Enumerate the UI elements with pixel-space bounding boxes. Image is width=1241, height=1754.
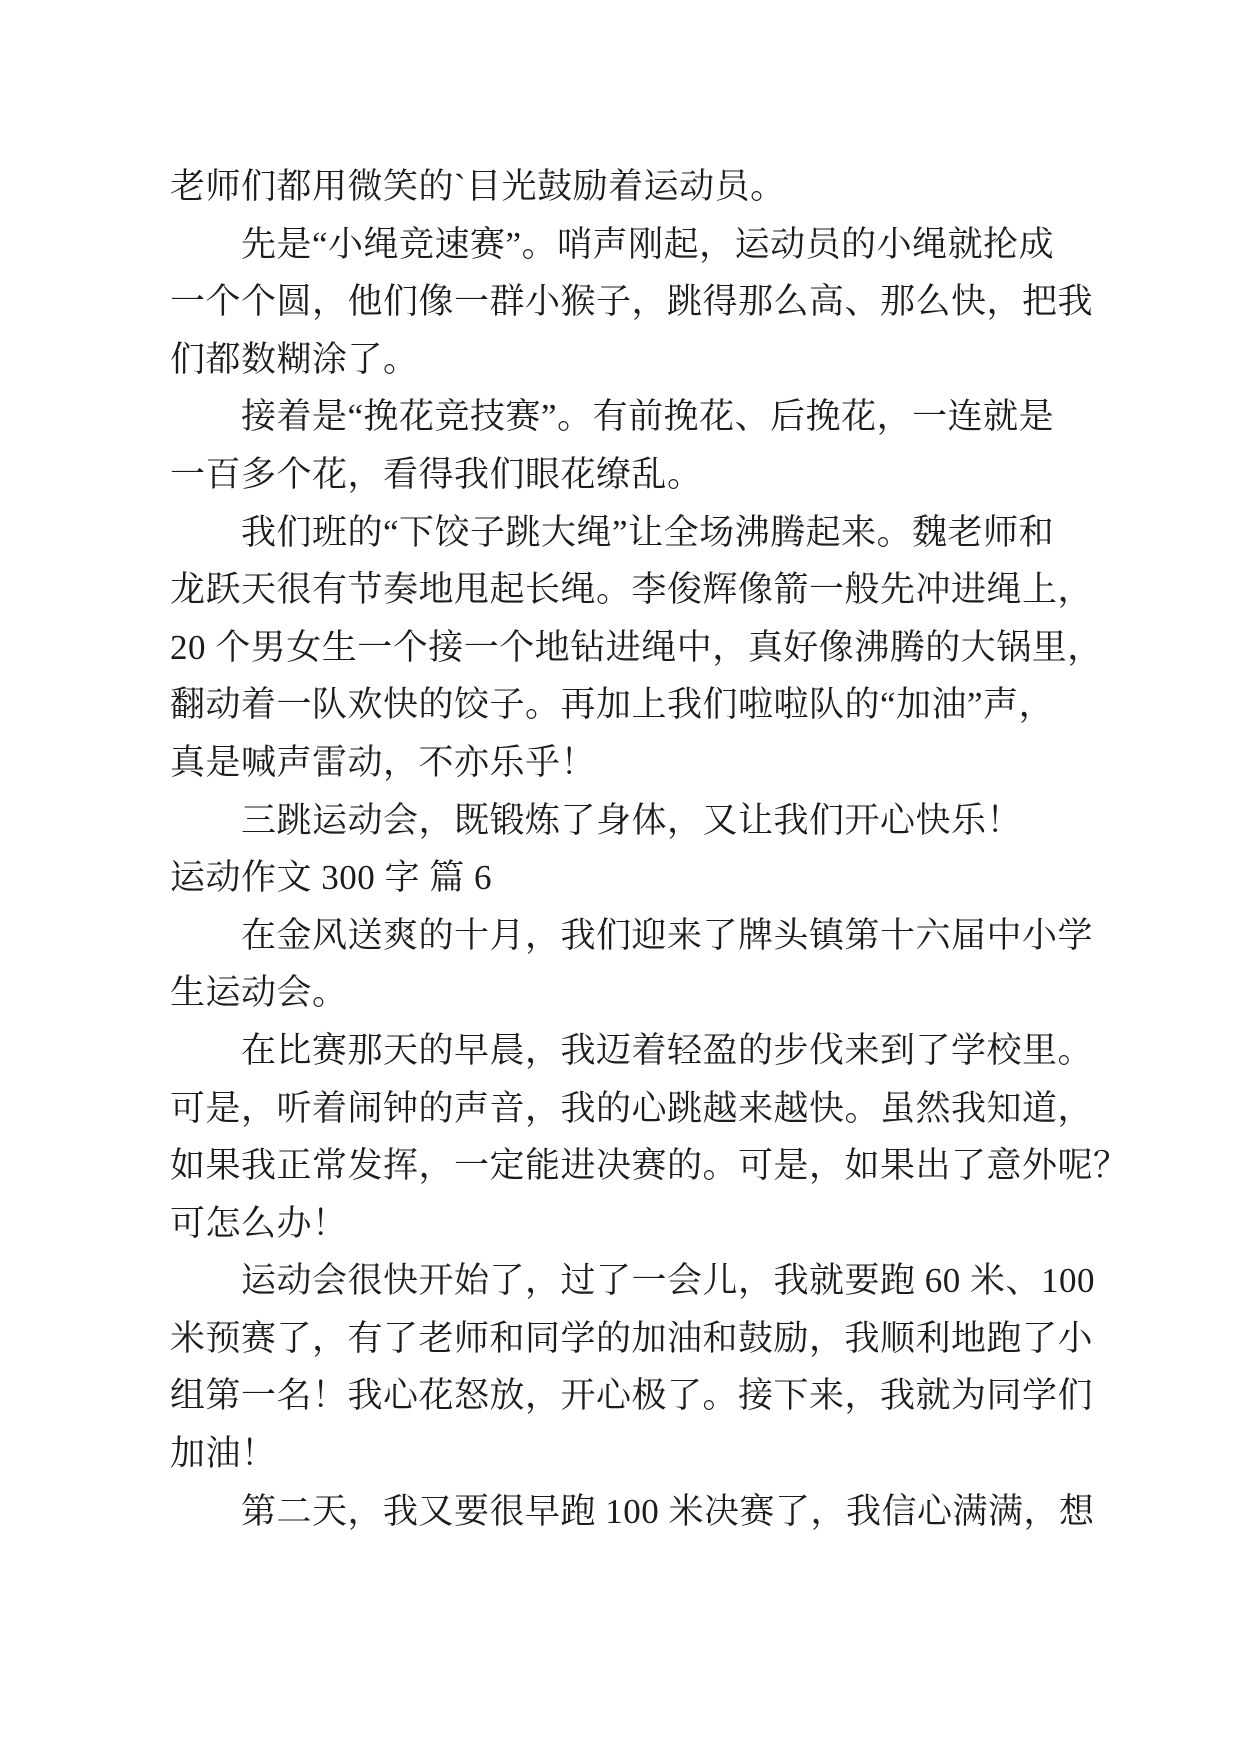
- text-line: 生运动会。: [170, 973, 348, 1013]
- text-line: 如果我正常发挥，一定能进决赛的。可是，如果出了意外呢？: [170, 1146, 1129, 1186]
- text-line: 第二天，我又要很早跑 100 米决赛了，我信心满满，想: [170, 1491, 1095, 1531]
- text-line: 一个个圆，他们像一群小猴子，跳得那么高、那么快，把我: [170, 282, 1094, 322]
- section-heading: 运动作文 300 字 篇 6: [170, 858, 493, 898]
- text-line: 们都数糊涂了。: [170, 339, 419, 379]
- text-line: 在金风送爽的十月，我们迎来了牌头镇第十六届中小学: [170, 915, 1094, 955]
- text-line: 一百多个花，看得我们眼花缭乱。: [170, 454, 703, 494]
- text-line: 米预赛了，有了老师和同学的加油和鼓励，我顺利地跑了小: [170, 1318, 1094, 1358]
- text-line: 可是，听着闹钟的声音，我的心跳越来越快。虽然我知道，: [170, 1088, 1094, 1128]
- text-line: 翻动着一队欢快的饺子。再加上我们啦啦队的“加油”声，: [170, 685, 1055, 725]
- text-line: 组第一名！我心花怒放，开心极了。接下来，我就为同学们: [170, 1376, 1094, 1416]
- text-line: 我们班的“下饺子跳大绳”让全场沸腾起来。魏老师和: [170, 512, 1055, 552]
- text-line: 先是“小绳竞速赛”。哨声刚起，运动员的小绳就抡成: [170, 224, 1055, 264]
- text-line: 可怎么办！: [170, 1203, 348, 1243]
- text-line: 龙跃天很有节奏地甩起长绳。李俊辉像箭一般先冲进绳上，: [170, 570, 1094, 610]
- text-line: 老师们都用微笑的`目光鼓励着运动员。: [170, 167, 786, 206]
- text-line: 真是喊声雷动，不亦乐乎！: [170, 742, 597, 782]
- text-line: 接着是“挽花竞技赛”。有前挽花、后挽花，一连就是: [170, 397, 1055, 437]
- text-line: 在比赛那天的早晨，我迈着轻盈的步伐来到了学校里。: [170, 1030, 1094, 1070]
- text-line: 20 个男女生一个接一个地钻进绳中，真好像沸腾的大锅里，: [170, 627, 1103, 667]
- document-text-block: [170, 158, 1129, 1540]
- text-line: 三跳运动会，既锻炼了身体，又让我们开心快乐！: [170, 800, 1023, 840]
- text-line: 加油！: [170, 1434, 277, 1474]
- text-line: 运动会很快开始了，过了一会儿，我就要跑 60 米、100: [170, 1261, 1096, 1301]
